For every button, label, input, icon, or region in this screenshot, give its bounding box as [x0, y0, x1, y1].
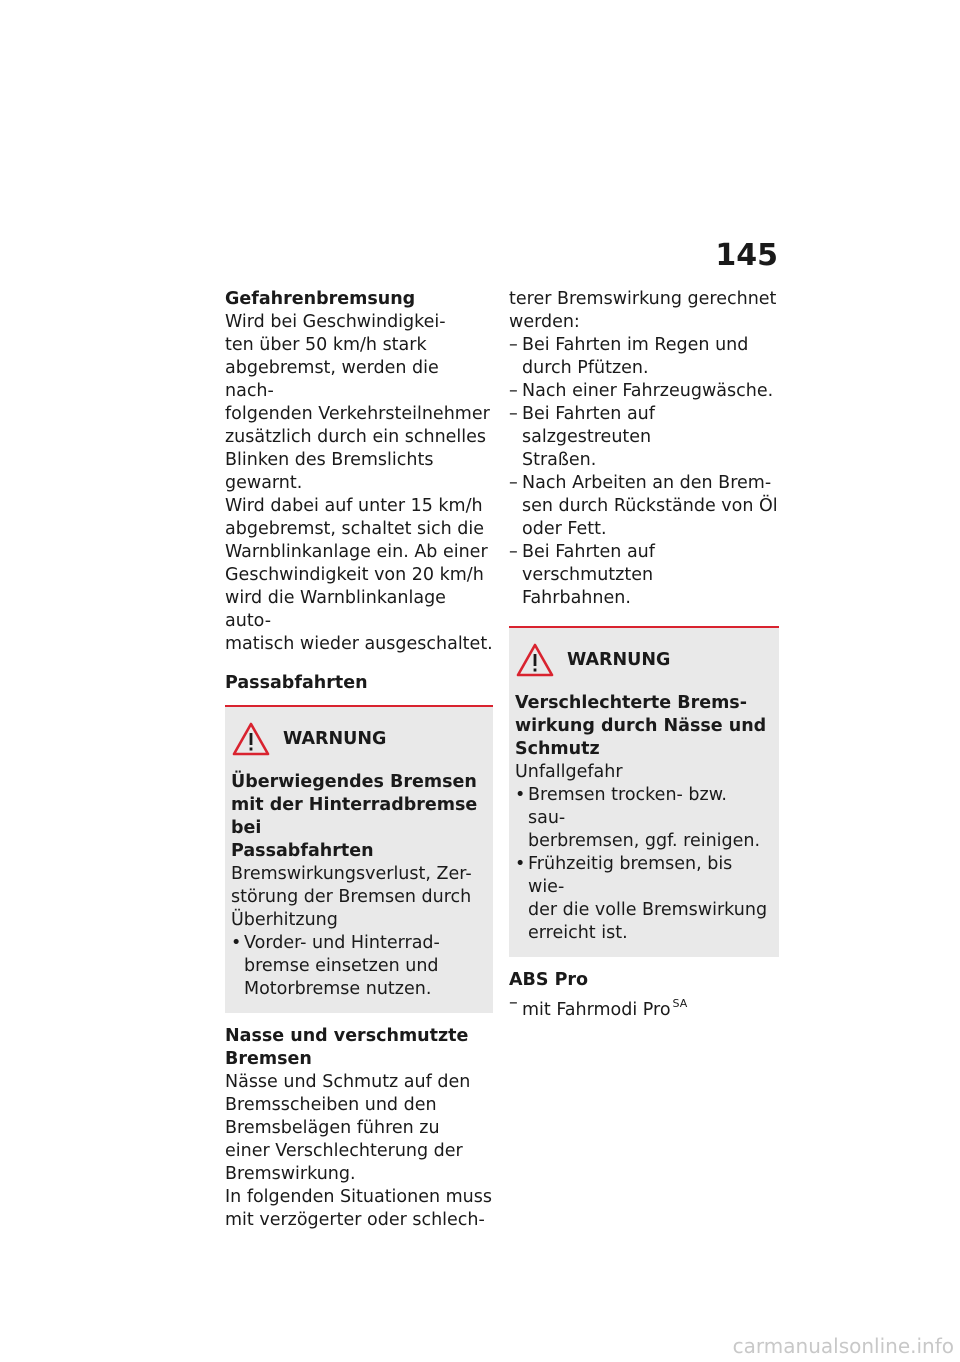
warning-label: WARNUNG	[567, 650, 671, 670]
heading-line: Bremsen	[225, 1049, 312, 1069]
bullet-text: bremse einsetzen und	[244, 956, 439, 976]
list-item	[515, 784, 769, 853]
warning-header	[515, 640, 769, 680]
item-text: Bei Fahrten auf salzgestreuten	[522, 404, 655, 447]
item-text: oder Fett.	[522, 519, 607, 539]
text-line: werden:	[509, 312, 580, 332]
dash-icon: –	[509, 542, 518, 562]
item-text: Nach Arbeiten an den Brem-	[522, 473, 772, 493]
list-item	[515, 853, 769, 945]
superscript-sa: SA	[672, 997, 688, 1010]
text-line: Bremsscheiben und den	[225, 1095, 437, 1115]
warning-bullet-list	[515, 784, 769, 945]
warning-header	[231, 719, 483, 759]
text-line: folgenden Verkehrsteilnehmer	[225, 404, 490, 424]
item-text: Bei Fahrten auf verschmutzten	[522, 542, 655, 585]
bullet-text: Motorbremse nutzen.	[244, 979, 432, 999]
warning-desc-line: Unfallgefahr	[515, 762, 623, 782]
list-item	[509, 380, 779, 403]
warning-title-line: Überwiegendes Bremsen	[231, 772, 477, 792]
dash-icon: –	[509, 335, 518, 355]
item-text: Nach einer Fahrzeugwäsche.	[522, 381, 774, 401]
warning-title-line: mit der Hinterradbremse bei	[231, 795, 478, 838]
warning-box-naesse	[509, 626, 779, 957]
text-line: Bremswirkung.	[225, 1164, 356, 1184]
warning-triangle-icon	[515, 642, 555, 678]
situation-dash-list	[509, 334, 779, 610]
heading-line: Nasse und verschmutzte	[225, 1026, 469, 1046]
item-text: Fahrbahnen.	[522, 588, 631, 608]
item-text: Bei Fahrten im Regen und	[522, 335, 749, 355]
paragraph-naesse	[225, 1071, 493, 1186]
dash-icon: –	[509, 473, 518, 493]
warning-desc-line: Überhitzung	[231, 910, 338, 930]
text-line: zusätzlich durch ein schnelles	[225, 427, 487, 447]
warning-title-line: Schmutz	[515, 739, 600, 759]
list-item	[509, 334, 779, 380]
text-line: In folgenden Situationen muss	[225, 1187, 493, 1207]
warning-bullet-list	[231, 932, 483, 1001]
page-number: 145	[715, 238, 778, 273]
abs-pro-list	[509, 992, 779, 1022]
item-text: mit Fahrmodi Pro	[522, 1000, 671, 1020]
bullet-text: Bremsen trocken- bzw. sau-	[528, 785, 727, 828]
heading-passabfahrten: Passabfahrten	[225, 673, 368, 693]
item-text: durch Pfützen.	[522, 358, 649, 378]
bullet-icon: •	[515, 785, 526, 805]
warning-title-line: Passabfahrten	[231, 841, 374, 861]
bullet-text: Vorder- und Hinterrad-	[244, 933, 440, 953]
list-item	[509, 992, 779, 1022]
paragraph-gefahrenbremsung	[225, 311, 493, 495]
list-item	[509, 403, 779, 472]
text-line: Warnblinkanlage ein. Ab einer	[225, 542, 488, 562]
list-item	[509, 472, 779, 541]
warning-title-line: wirkung durch Nässe und	[515, 716, 767, 736]
paragraph-warnblinkanlage	[225, 495, 493, 656]
text-line: ten über 50 km/h stark	[225, 335, 427, 355]
dash-icon: –	[509, 381, 518, 401]
text-line: matisch wieder ausgeschaltet.	[225, 634, 493, 654]
warning-desc-line: Bremswirkungsverlust, Zer-	[231, 864, 472, 884]
warning-box-passabfahrten	[225, 705, 493, 1013]
text-line: abgebremst, schaltet sich die	[225, 519, 485, 539]
paragraph-situationen	[225, 1186, 493, 1232]
watermark: carmanualsonline.info	[732, 1334, 954, 1358]
right-column	[509, 288, 779, 1022]
warning-triangle-icon	[231, 721, 271, 757]
text-line: abgebremst, werden die nach-	[225, 358, 439, 401]
text-line: Wird dabei auf unter 15 km/h	[225, 496, 483, 516]
item-text: Straßen.	[522, 450, 597, 470]
warning-title-line: Verschlechterte Brems-	[515, 693, 747, 713]
item-text: sen durch Rückstände von Öl	[522, 496, 778, 516]
list-item	[509, 541, 779, 610]
dash-icon: –	[509, 404, 518, 424]
bullet-text: der die volle Bremswirkung	[528, 900, 768, 920]
bullet-text: erreicht ist.	[528, 923, 628, 943]
heading-nasse-bremsen	[225, 1025, 493, 1071]
text-line: Blinken des Bremslichts	[225, 450, 434, 470]
warning-label: WARNUNG	[283, 729, 387, 749]
text-line: mit verzögerter oder schlech-	[225, 1210, 485, 1230]
text-line: einer Verschlechterung der	[225, 1141, 463, 1161]
bullet-text: berbremsen, ggf. reinigen.	[528, 831, 761, 851]
text-line: wird die Warnblinkanlage auto-	[225, 588, 446, 631]
heading-abs-pro: ABS Pro	[509, 970, 589, 990]
text-line: Nässe und Schmutz auf den	[225, 1072, 471, 1092]
text-line: terer Bremswirkung gerechnet	[509, 289, 777, 309]
text-line: gewarnt.	[225, 473, 303, 493]
bullet-icon: •	[231, 933, 242, 953]
list-item	[231, 932, 483, 1001]
text-line: Wird bei Geschwindigkei-	[225, 312, 446, 332]
text-line: Geschwindigkeit von 20 km/h	[225, 565, 484, 585]
paragraph-continuation	[509, 288, 779, 334]
text-line: Bremsbelägen führen zu	[225, 1118, 440, 1138]
bullet-text: Frühzeitig bremsen, bis wie-	[528, 854, 733, 897]
left-column	[225, 288, 493, 1232]
heading-gefahrenbremsung: Gefahrenbremsung	[225, 289, 416, 309]
bullet-icon: •	[515, 854, 526, 874]
warning-desc-line: störung der Bremsen durch	[231, 887, 472, 907]
dash-icon: –	[509, 993, 518, 1013]
